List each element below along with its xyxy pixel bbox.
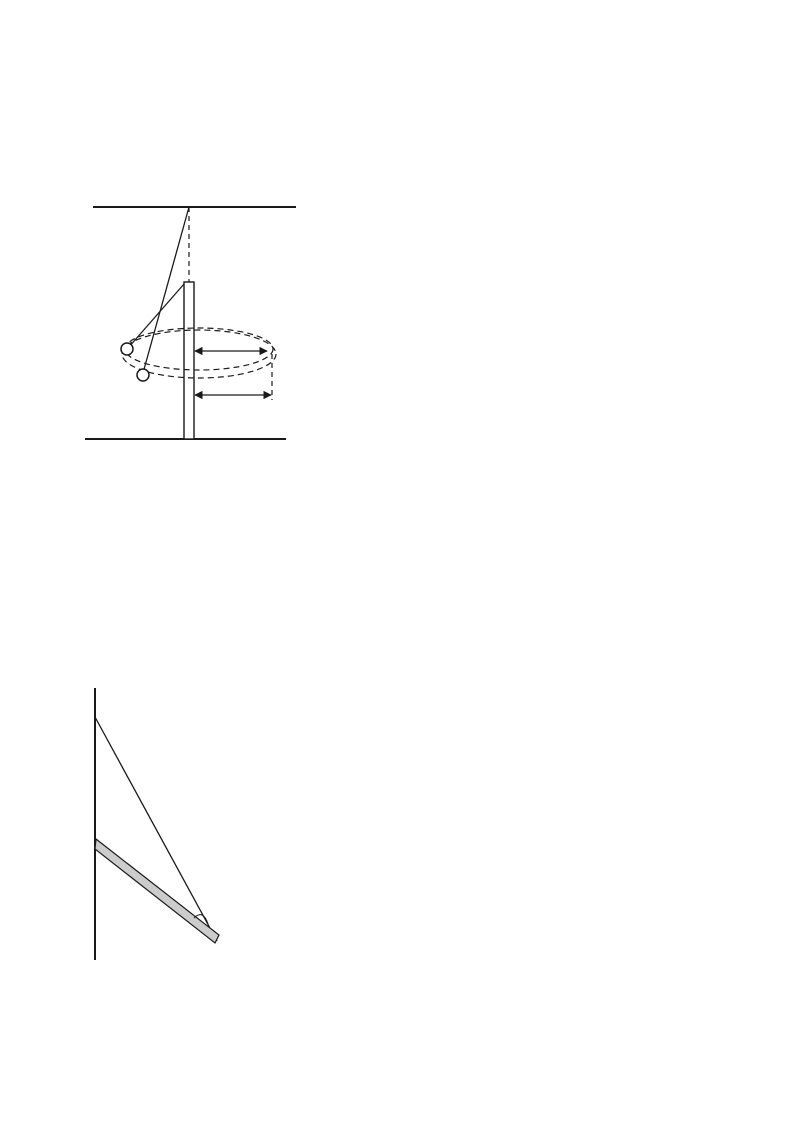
string-b [128, 284, 184, 348]
ball-a [137, 369, 149, 381]
orbit-b-ellipse [125, 328, 273, 370]
ball-b [121, 343, 133, 355]
string-a [143, 207, 189, 373]
question-7-line-1 [72, 585, 732, 616]
angle-arc [194, 915, 208, 924]
wooden-rod [95, 839, 219, 943]
question-7-text [72, 585, 732, 678]
string-cb [95, 717, 217, 941]
vertical-pole [184, 282, 194, 439]
question-7-line-2 [72, 616, 732, 647]
question-6-figure [0, 0, 794, 460]
question-7-line-3 [72, 647, 732, 678]
